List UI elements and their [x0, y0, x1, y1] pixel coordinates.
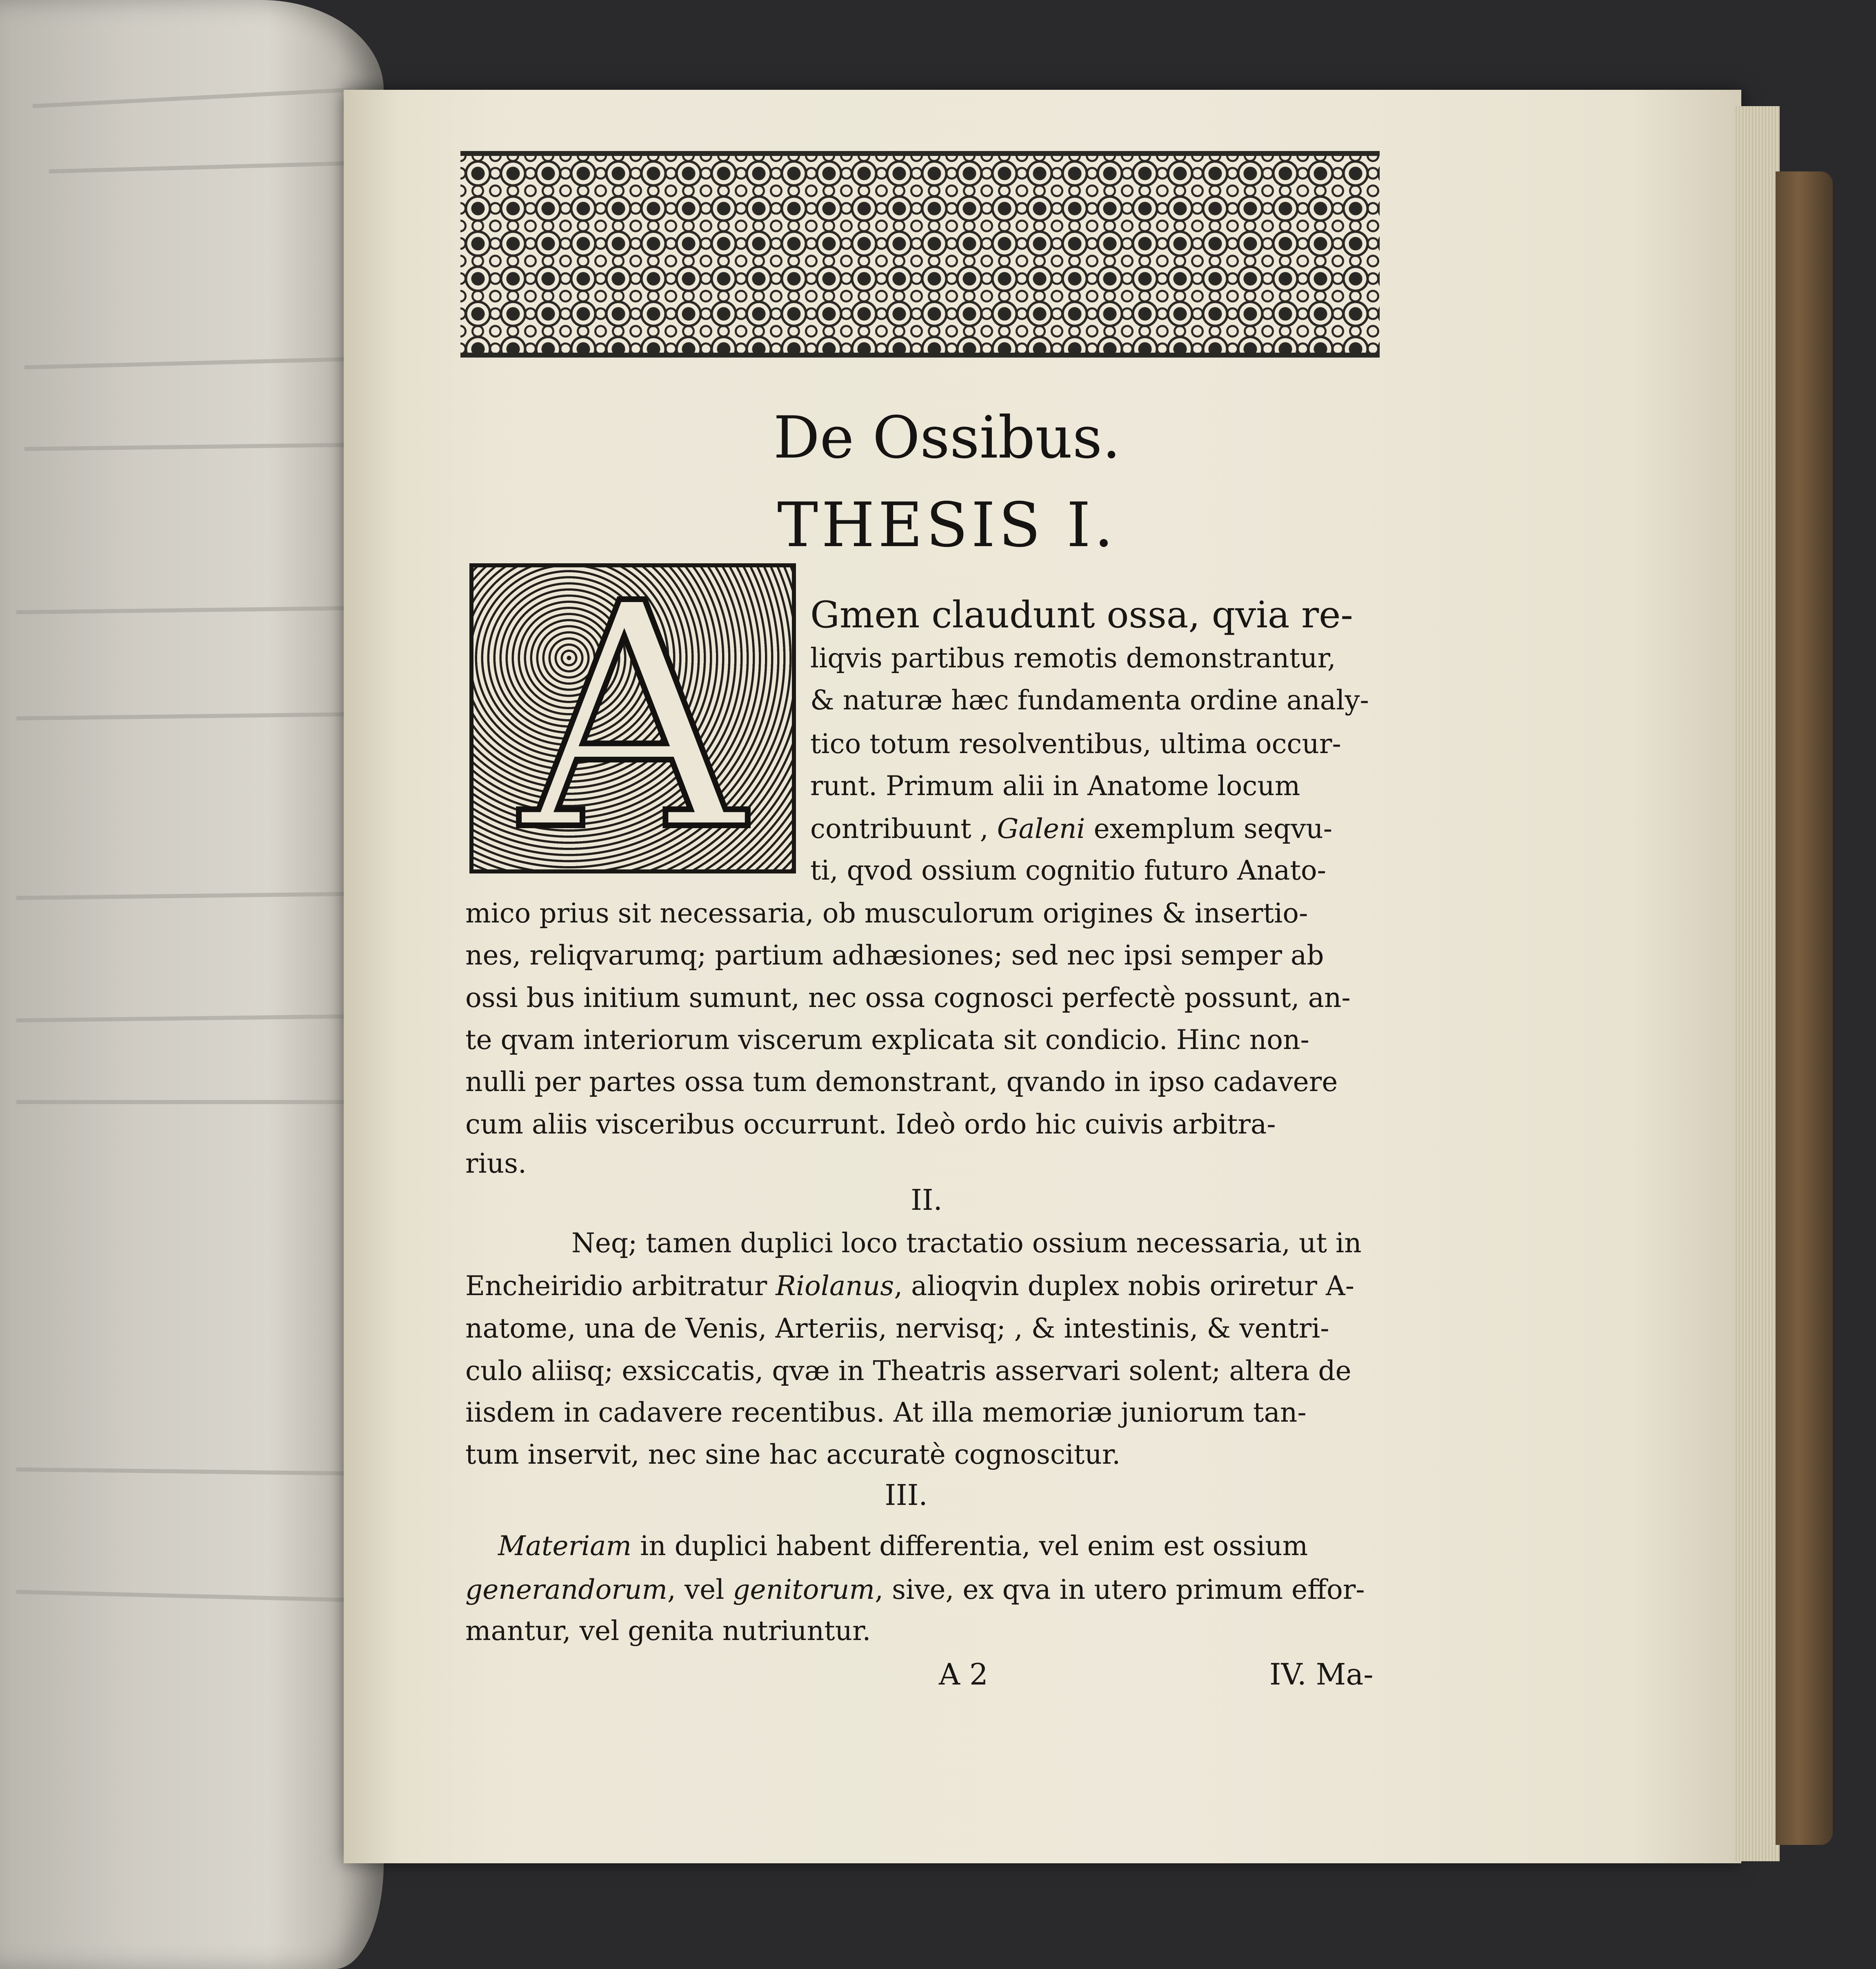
galeni-italic: Galeni: [997, 813, 1085, 844]
thesis1-line-6-start: contribuunt ,: [810, 813, 997, 844]
thesis1-line-7: ti, qvod ossium cognitio futuro Anato-: [810, 855, 1326, 886]
thesis2-line-2-end: , alioqvin duplex nobis oriretur A-: [894, 1270, 1354, 1302]
thesis1-line-6-end: exemplum seqvu-: [1085, 813, 1333, 844]
thesis1-line-6: [810, 813, 1333, 844]
thesis2-line-3: natome, una de Venis, Arteriis, nervisq; , & intestinis, & ventri-: [465, 1313, 1329, 1344]
left-facing-page: [0, 0, 384, 1969]
thesis3-line-2-mid: , vel: [667, 1574, 733, 1605]
thesis2-numeral: II.: [911, 1183, 942, 1217]
thesis1-line-8: mico prius sit necessaria, ob musculorum origines & insertio-: [465, 898, 1308, 929]
headpiece-ornament: [460, 151, 1380, 358]
thesis-heading: THESIS I.: [777, 490, 1117, 561]
riolanus-italic: Riolanus: [776, 1270, 894, 1302]
thesis2-line-6: tum inservit, nec sine hac accuratè cognoscitur.: [465, 1439, 1121, 1470]
thesis1-line-14: rius.: [465, 1148, 527, 1179]
thesis1-line-12: nulli per partes ossa tum demonstrant, qvando in ipso cadavere: [465, 1066, 1338, 1098]
thesis3-line-1: [498, 1530, 1308, 1562]
genitorum-italic: genitorum: [733, 1574, 875, 1605]
book-cover-edge: [1776, 171, 1833, 1845]
thesis2-line-5: iisdem in cadavere recentibus. At illa memoriæ juniorum tan-: [465, 1397, 1307, 1428]
thesis1-line-13: cum aliis visceribus occurrunt. Ideò ordo hic cuivis arbitra-: [465, 1109, 1276, 1140]
initial-letter: A: [520, 538, 745, 899]
thesis3-numeral: III.: [885, 1478, 928, 1512]
thesis3-line-1-end: in duplici habent differentia, vel enim est ossium: [631, 1530, 1308, 1562]
page-title: De Ossibus.: [773, 404, 1121, 471]
generandorum-italic: generandorum: [465, 1574, 667, 1605]
thesis2-line-4: culo aliisq; exsiccatis, qvæ in Theatris asservari solent; altera de: [465, 1355, 1351, 1387]
thesis2-line-2: [465, 1270, 1354, 1302]
thesis1-line-9: nes, reliqvarumq; partium adhæsiones; sed nec ipsi semper ab: [465, 940, 1324, 971]
thesis3-line-2-end: , sive, ex qva in utero primum effor-: [875, 1574, 1365, 1605]
thesis1-line-3: & naturæ hæc fundamenta ordine analy-: [810, 684, 1369, 716]
thesis1-line-1: Gmen claudunt ossa, qvia re-: [810, 593, 1353, 636]
thesis1-line-2: liqvis partibus remotis demonstrantur,: [810, 642, 1336, 674]
thesis3-line-3: mantur, vel genita nutriuntur.: [465, 1615, 871, 1647]
thesis2-line-2-start: Encheiridio arbitratur: [465, 1270, 776, 1302]
thesis1-line-11: te qvam interiorum viscerum explicata sit condicio. Hinc non-: [465, 1024, 1309, 1056]
page-block-edge: [1735, 106, 1780, 1861]
thesis3-line-2: [465, 1576, 1365, 1603]
materiam-italic: Materiam: [498, 1530, 632, 1562]
catchword: IV. Ma-: [1269, 1657, 1374, 1691]
thesis1-line-4: tico totum resolventibus, ultima occur-: [810, 728, 1341, 760]
decorated-initial: [469, 538, 796, 899]
thesis2-line-1: Neq; tamen duplici loco tractatio ossium necessaria, ut in: [571, 1227, 1362, 1259]
thesis1-line-10: ossi bus initium sumunt, nec ossa cognosci perfectè possunt, an-: [465, 982, 1351, 1013]
thesis1-line-5: runt. Primum alii in Anatome locum: [810, 770, 1300, 802]
signature-mark: A 2: [939, 1657, 988, 1691]
